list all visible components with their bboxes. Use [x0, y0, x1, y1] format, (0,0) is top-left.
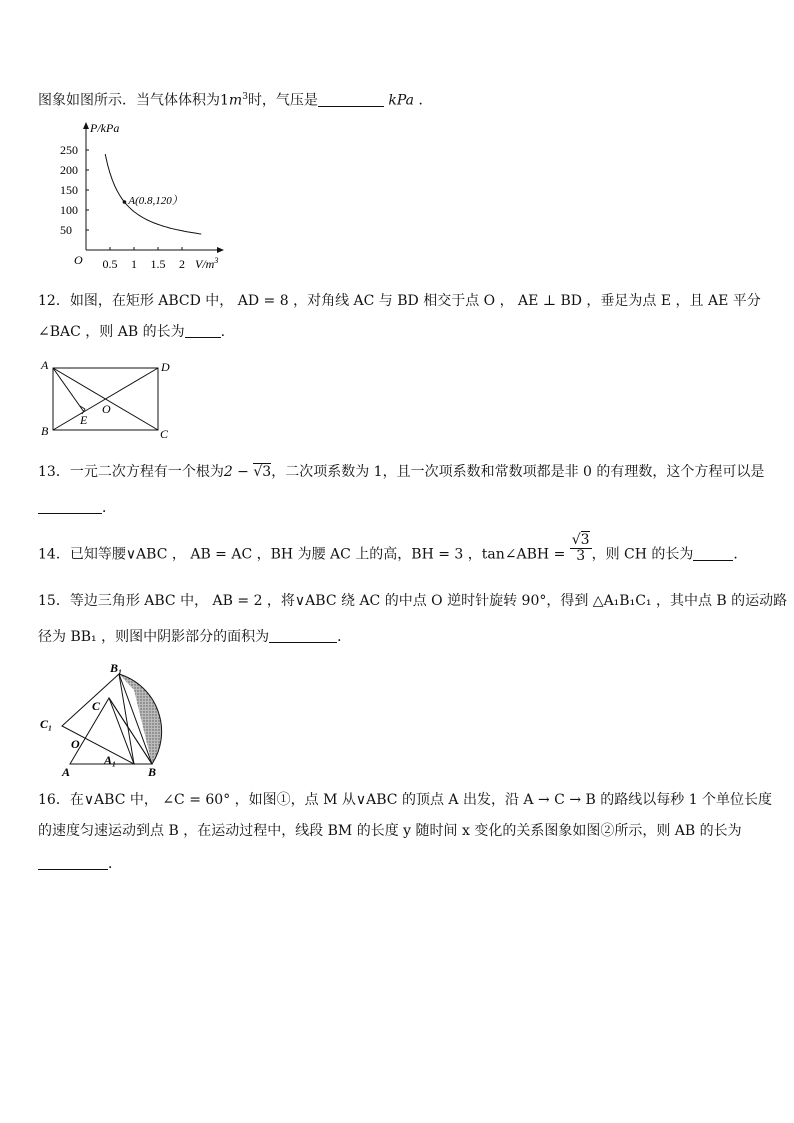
label-b: B — [41, 424, 49, 438]
q12-line1: 12．如图，在矩形 ABCD 中， AD = 8 ，对角线 AC 与 BD 相交于点 O ， AE ⊥ BD ，垂足为点 E ，且 AE 平分 — [38, 293, 761, 309]
answer-blank[interactable] — [185, 323, 221, 338]
q12-line2: ∠BAC ，则 AB 的长为 . — [38, 324, 226, 340]
x-tick-label: 1.5 — [150, 257, 166, 271]
q15-line1: 15．等边三角形 ABC 中， AB = 2 ，将∨ABC 绕 AC 的中点 O 逆时针旋转 90°，得到 △A₁B₁C₁ ，其中点 B 的运动路 — [38, 593, 788, 609]
fraction: $\frac{√3}{3}$ — [571, 532, 590, 564]
q14-line: 14．已知等腰∨ABC ， AB = AC ，BH 为腰 AC 上的高，BH = 3 ，tan∠ABH = $\frac{√3}{3}$ ，则 CH 的长为 ． — [38, 532, 748, 564]
q13-line2: ． — [38, 499, 116, 517]
answer-blank[interactable] — [38, 855, 108, 870]
origin-label: O — [74, 253, 83, 267]
label-e: E — [80, 413, 88, 427]
shaded-region — [119, 674, 162, 764]
answer-blank[interactable] — [693, 546, 733, 561]
label-b: B — [148, 765, 157, 779]
q16-line1: 16．在∨ABC 中， ∠C = 60° ，如图①，点 M 从∨ABC 的顶点 A 出发，沿 A → C → B 的路线以每秒 1 个单位长度 — [38, 792, 773, 808]
x-tick-label: 1 — [131, 257, 137, 271]
label-a1: A₁ — [104, 753, 117, 767]
answer-blank[interactable] — [38, 499, 102, 514]
answer-blank[interactable] — [318, 92, 384, 107]
segment-ae — [53, 368, 84, 412]
x-ticks — [103, 247, 186, 271]
rotation-figure — [38, 660, 178, 778]
label-o: O — [102, 402, 111, 416]
q16-line2: 的速度匀速运动到点 B ，在运动过程中，线段 BM 的长度 y 随时间 x 变化的关系图象如图②所示，则 AB 的长为 — [38, 823, 742, 839]
y-tick-label: 50 — [60, 223, 72, 237]
y-tick-label: 150 — [60, 183, 78, 197]
point-a — [123, 200, 127, 204]
label-o: O — [71, 737, 80, 751]
point-a-label: A(0.8,120） — [128, 195, 183, 207]
rectangle-figure — [38, 356, 178, 441]
answer-blank[interactable] — [269, 628, 337, 643]
label-a: A — [41, 358, 49, 372]
hyperbola-curve — [105, 154, 201, 234]
q15-line2: 径为 BB₁ ，则图中阴影部分的面积为 ． — [38, 629, 352, 645]
x-tick-label: 0.5 — [102, 257, 118, 271]
y-tick-label: 200 — [60, 163, 78, 177]
q16-line3: ． — [38, 855, 122, 873]
label-d: D — [161, 360, 170, 374]
q11-text: 图象如图所示．当气体体积为$1m^3$时，气压是 kPa ． — [38, 92, 433, 109]
y-tick-label: 250 — [60, 143, 78, 157]
pressure-volume-graph — [60, 118, 240, 278]
x-tick-label: 2 — [179, 257, 185, 271]
y-ticks — [60, 143, 89, 237]
q13-line1: 13．一元二次方程有一个根为2 − √3，二次项系数为 1，且一次项系数和常数项都是非 0 的有理数，这个方程可以是 — [38, 464, 765, 480]
y-axis-label: P/kPa — [90, 121, 120, 135]
x-axis-label: $V/m^3$ — [195, 256, 219, 271]
x-axis-arrow — [217, 247, 224, 253]
label-a: A — [62, 765, 71, 779]
label-c: C — [160, 427, 169, 441]
label-c1: C₁ — [40, 717, 53, 731]
label-b1: B₁ — [110, 661, 123, 675]
y-tick-label: 100 — [60, 203, 78, 217]
y-axis-arrow — [83, 122, 89, 129]
label-c: C — [92, 699, 101, 713]
